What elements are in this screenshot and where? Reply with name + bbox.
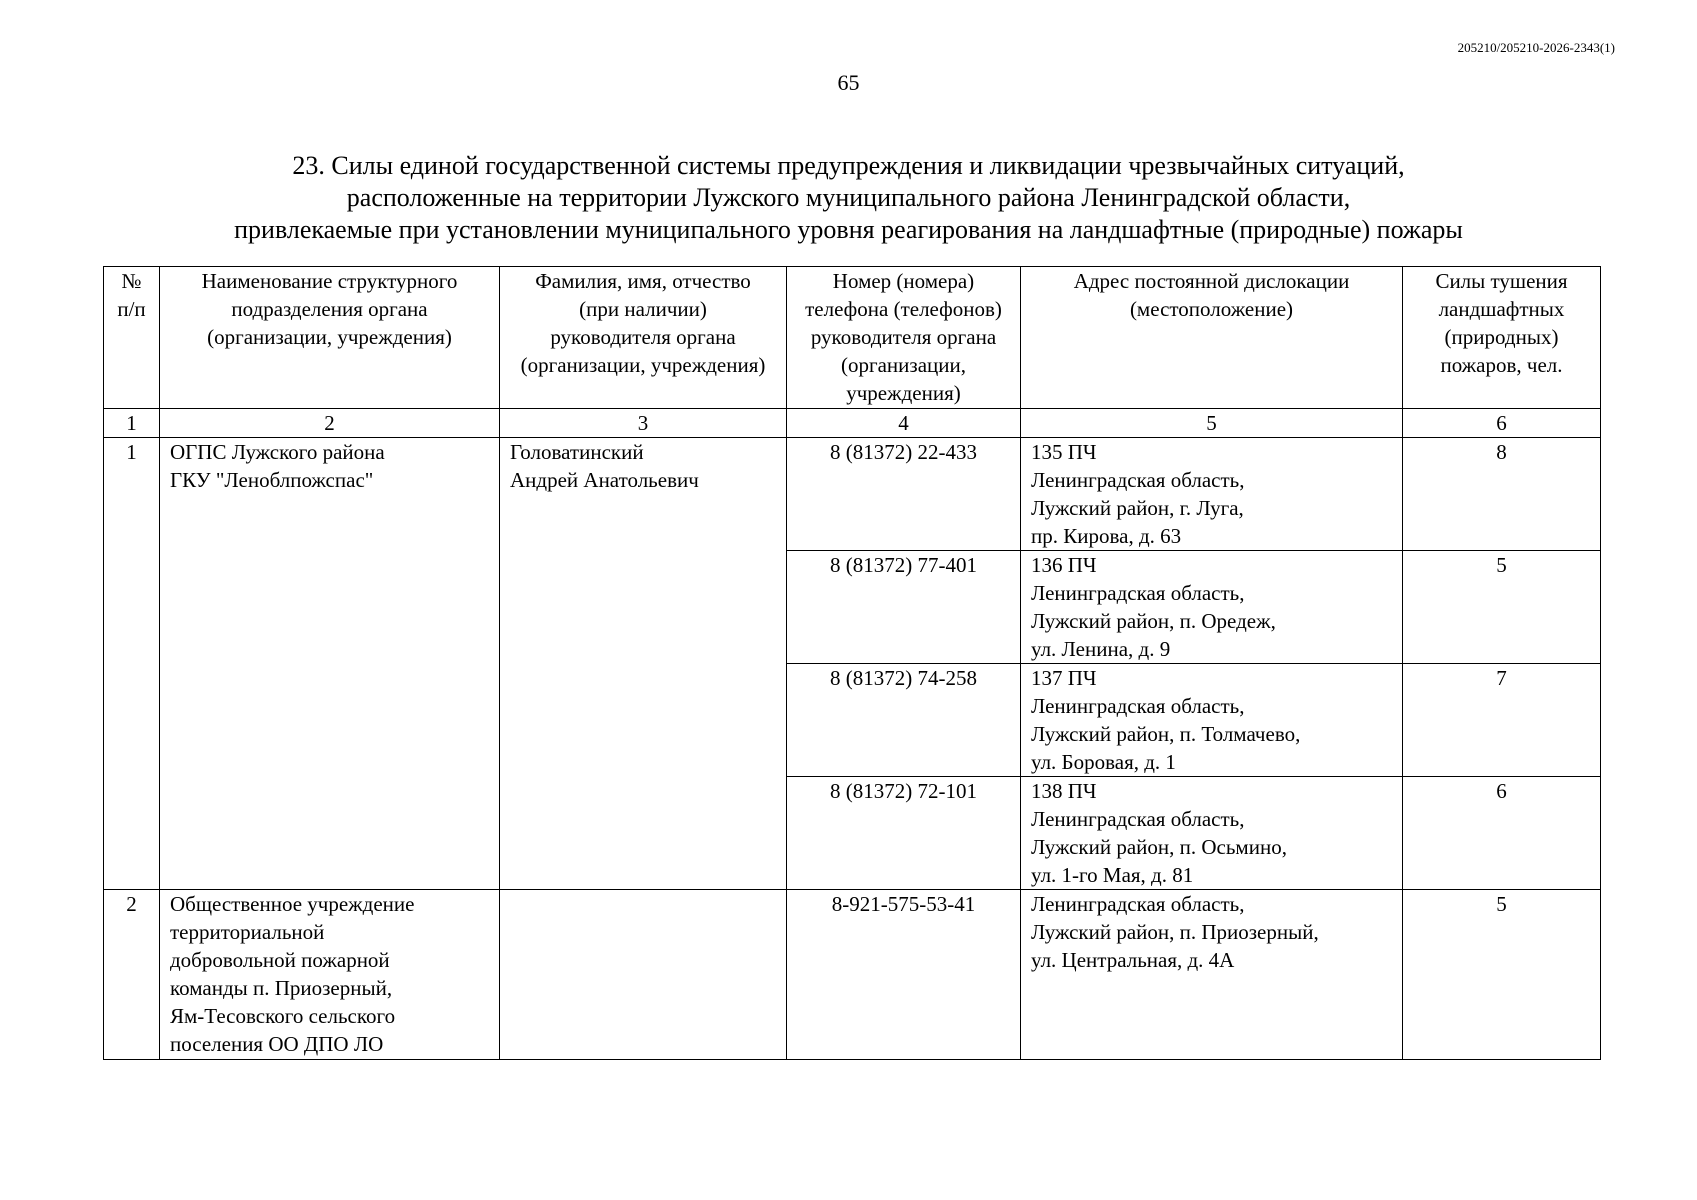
address: 137 ПЧ Ленинградская область, Лужский район, п. Толмачево, ул. Боровая, д. 1 (1021, 664, 1403, 777)
org-name: ОГПС Лужского района ГКУ "Леноблпожспас" (160, 438, 500, 890)
address: Ленинградская область, Лужский район, п. Приозерный, ул. Центральная, д. 4А (1021, 890, 1403, 1060)
forces-count: 6 (1403, 777, 1601, 890)
forces-count: 5 (1403, 890, 1601, 1060)
head-name: Головатинский Андрей Анатольевич (500, 438, 787, 890)
header-cell-org: Наименование структурного подразделения органа (организации, учреждения) (160, 267, 500, 409)
forces-table (103, 266, 1601, 1060)
column-number: 2 (160, 409, 500, 438)
header-cell-num: № п/п (104, 267, 160, 409)
forces-count: 8 (1403, 438, 1601, 551)
address: 138 ПЧ Ленинградская область, Лужский район, п. Осьмино, ул. 1-го Мая, д. 81 (1021, 777, 1403, 890)
forces-count: 7 (1403, 664, 1601, 777)
column-number: 4 (787, 409, 1021, 438)
phone: 8 (81372) 77-401 (787, 551, 1021, 664)
header-row (104, 267, 1601, 409)
address: 135 ПЧ Ленинградская область, Лужский район, г. Луга, пр. Кирова, д. 63 (1021, 438, 1403, 551)
header-cell-address: Адрес постоянной дислокации (местоположение) (1021, 267, 1403, 409)
header-cell-phone: Номер (номера) телефона (телефонов) руководителя органа (организации, учреждения) (787, 267, 1021, 409)
column-number: 3 (500, 409, 787, 438)
title-line: привлекаемые при установлении муниципального уровня реагирования на ландшафтные (природные) пожары (234, 215, 1463, 244)
header-cell-head: Фамилия, имя, отчество (при наличии) руководителя органа (организации, учреждения) (500, 267, 787, 409)
head-name (500, 890, 787, 1060)
phone: 8 (81372) 22-433 (787, 438, 1021, 551)
column-number: 5 (1021, 409, 1403, 438)
title-line: расположенные на территории Лужского муниципального района Ленинградской области, (346, 183, 1351, 212)
phone: 8-921-575-53-41 (787, 890, 1021, 1060)
org-name: Общественное учреждение территориальной добровольной пожарной команды п. Приозерный, Ям-Тесовского сельского поселения ОО ДПО ЛО (160, 890, 500, 1060)
document-number: 205210/205210-2026-2343(1) (1457, 40, 1615, 55)
header-cell-forces: Силы тушения ландшафтных (природных) пожаров, чел. (1403, 267, 1601, 409)
document-title (0, 150, 1697, 246)
column-number: 6 (1403, 409, 1601, 438)
address: 136 ПЧ Ленинградская область, Лужский район, п. Оредеж, ул. Ленина, д. 9 (1021, 551, 1403, 664)
column-number: 1 (104, 409, 160, 438)
row-number: 1 (104, 438, 160, 890)
forces-count: 5 (1403, 551, 1601, 664)
table-row (104, 890, 1601, 1060)
phone: 8 (81372) 74-258 (787, 664, 1021, 777)
row-number: 2 (104, 890, 160, 1060)
page-number: 65 (837, 70, 860, 95)
phone: 8 (81372) 72-101 (787, 777, 1021, 890)
table-row (104, 438, 1601, 551)
title-line: 23. Силы единой государственной системы предупреждения и ликвидации чрезвычайных ситуаций, (292, 151, 1405, 180)
column-number-row (104, 409, 1601, 438)
